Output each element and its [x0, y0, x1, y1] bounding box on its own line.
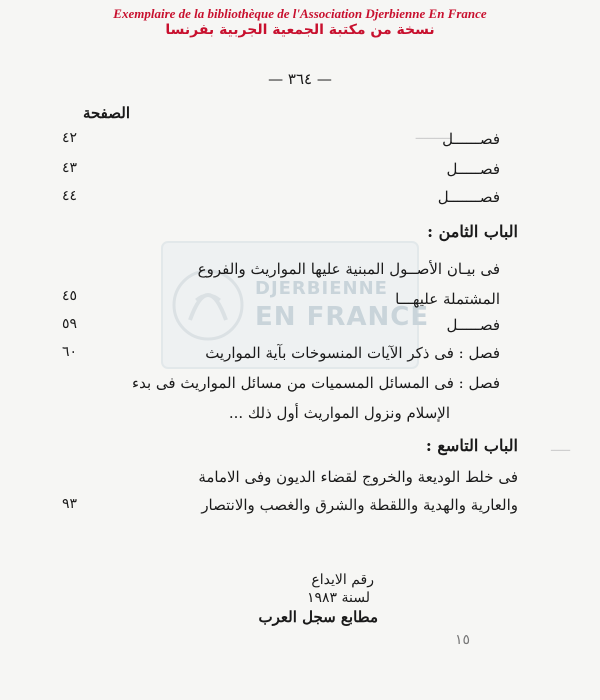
- toc-entry-chapter: فصـــــــل: [437, 188, 500, 206]
- watermark-text-line1: DJERBIENNE: [255, 278, 388, 299]
- toc-entry-text: والعارية والهدية واللقطة والشرق والغصب والانتصار: [201, 496, 518, 514]
- bleed-through-text: ـــــــــ: [415, 128, 450, 143]
- toc-page-number: ٤٢: [62, 130, 78, 146]
- toc-page-number: ٤٥: [62, 288, 78, 304]
- legal-deposit-year: لسنة ١٩٨٣: [306, 590, 370, 606]
- toc-entry-chapter: فصـــــل: [446, 160, 500, 178]
- toc-page-number: ٩٣: [62, 496, 78, 512]
- toc-section-heading: الباب الثامن :: [427, 222, 518, 241]
- toc-entry-text: الإسلام ونزول المواريث أول ذلك ...: [228, 404, 450, 422]
- toc-entry-text: فى خلط الوديعة والخروج لقضاء الديون وفى الامامة: [198, 468, 518, 486]
- library-stamp-arabic: نسخة من مكتبة الجمعية الجربية بفرنسا: [165, 22, 435, 38]
- toc-entry-chapter: فصــــــل: [442, 130, 500, 148]
- toc-entry-chapter: فصـــــل: [446, 316, 500, 334]
- toc-page-number: ٥٩: [62, 316, 78, 332]
- library-stamp-french: Exemplaire de la bibliothèque de l'Association Djerbienne En France: [113, 6, 487, 21]
- footer-mark: ١٥: [455, 632, 471, 648]
- toc-section-heading: الباب التاسع :: [425, 436, 518, 455]
- toc-entry-text: فصل : فى ذكر الآيات المنسوخات بآية المواريث: [205, 344, 500, 362]
- toc-entry-text: المشتملة عليهـــا: [395, 290, 500, 308]
- legal-deposit-label: رقم الايداع: [311, 572, 374, 588]
- watermark-text-line2: EN FRANCE: [255, 302, 430, 332]
- toc-page-number: ٤٤: [62, 188, 78, 204]
- printer-name: مطابع سجل العرب: [258, 608, 378, 626]
- toc-page-number: ٤٣: [62, 160, 78, 176]
- column-heading-page: الصفحة: [82, 104, 130, 122]
- toc-page-number: ٦٠: [62, 344, 78, 360]
- bleed-through-text: ـــــ: [550, 440, 570, 455]
- toc-entry-text: فى بيـان الأصــول المبنية عليها المواريث والفروع: [197, 260, 500, 278]
- toc-entry-text: فصل : فى المسائل المسميات من مسائل المواريث فى بدء: [132, 374, 500, 392]
- page-number: — ٣٦٤ —: [268, 70, 332, 88]
